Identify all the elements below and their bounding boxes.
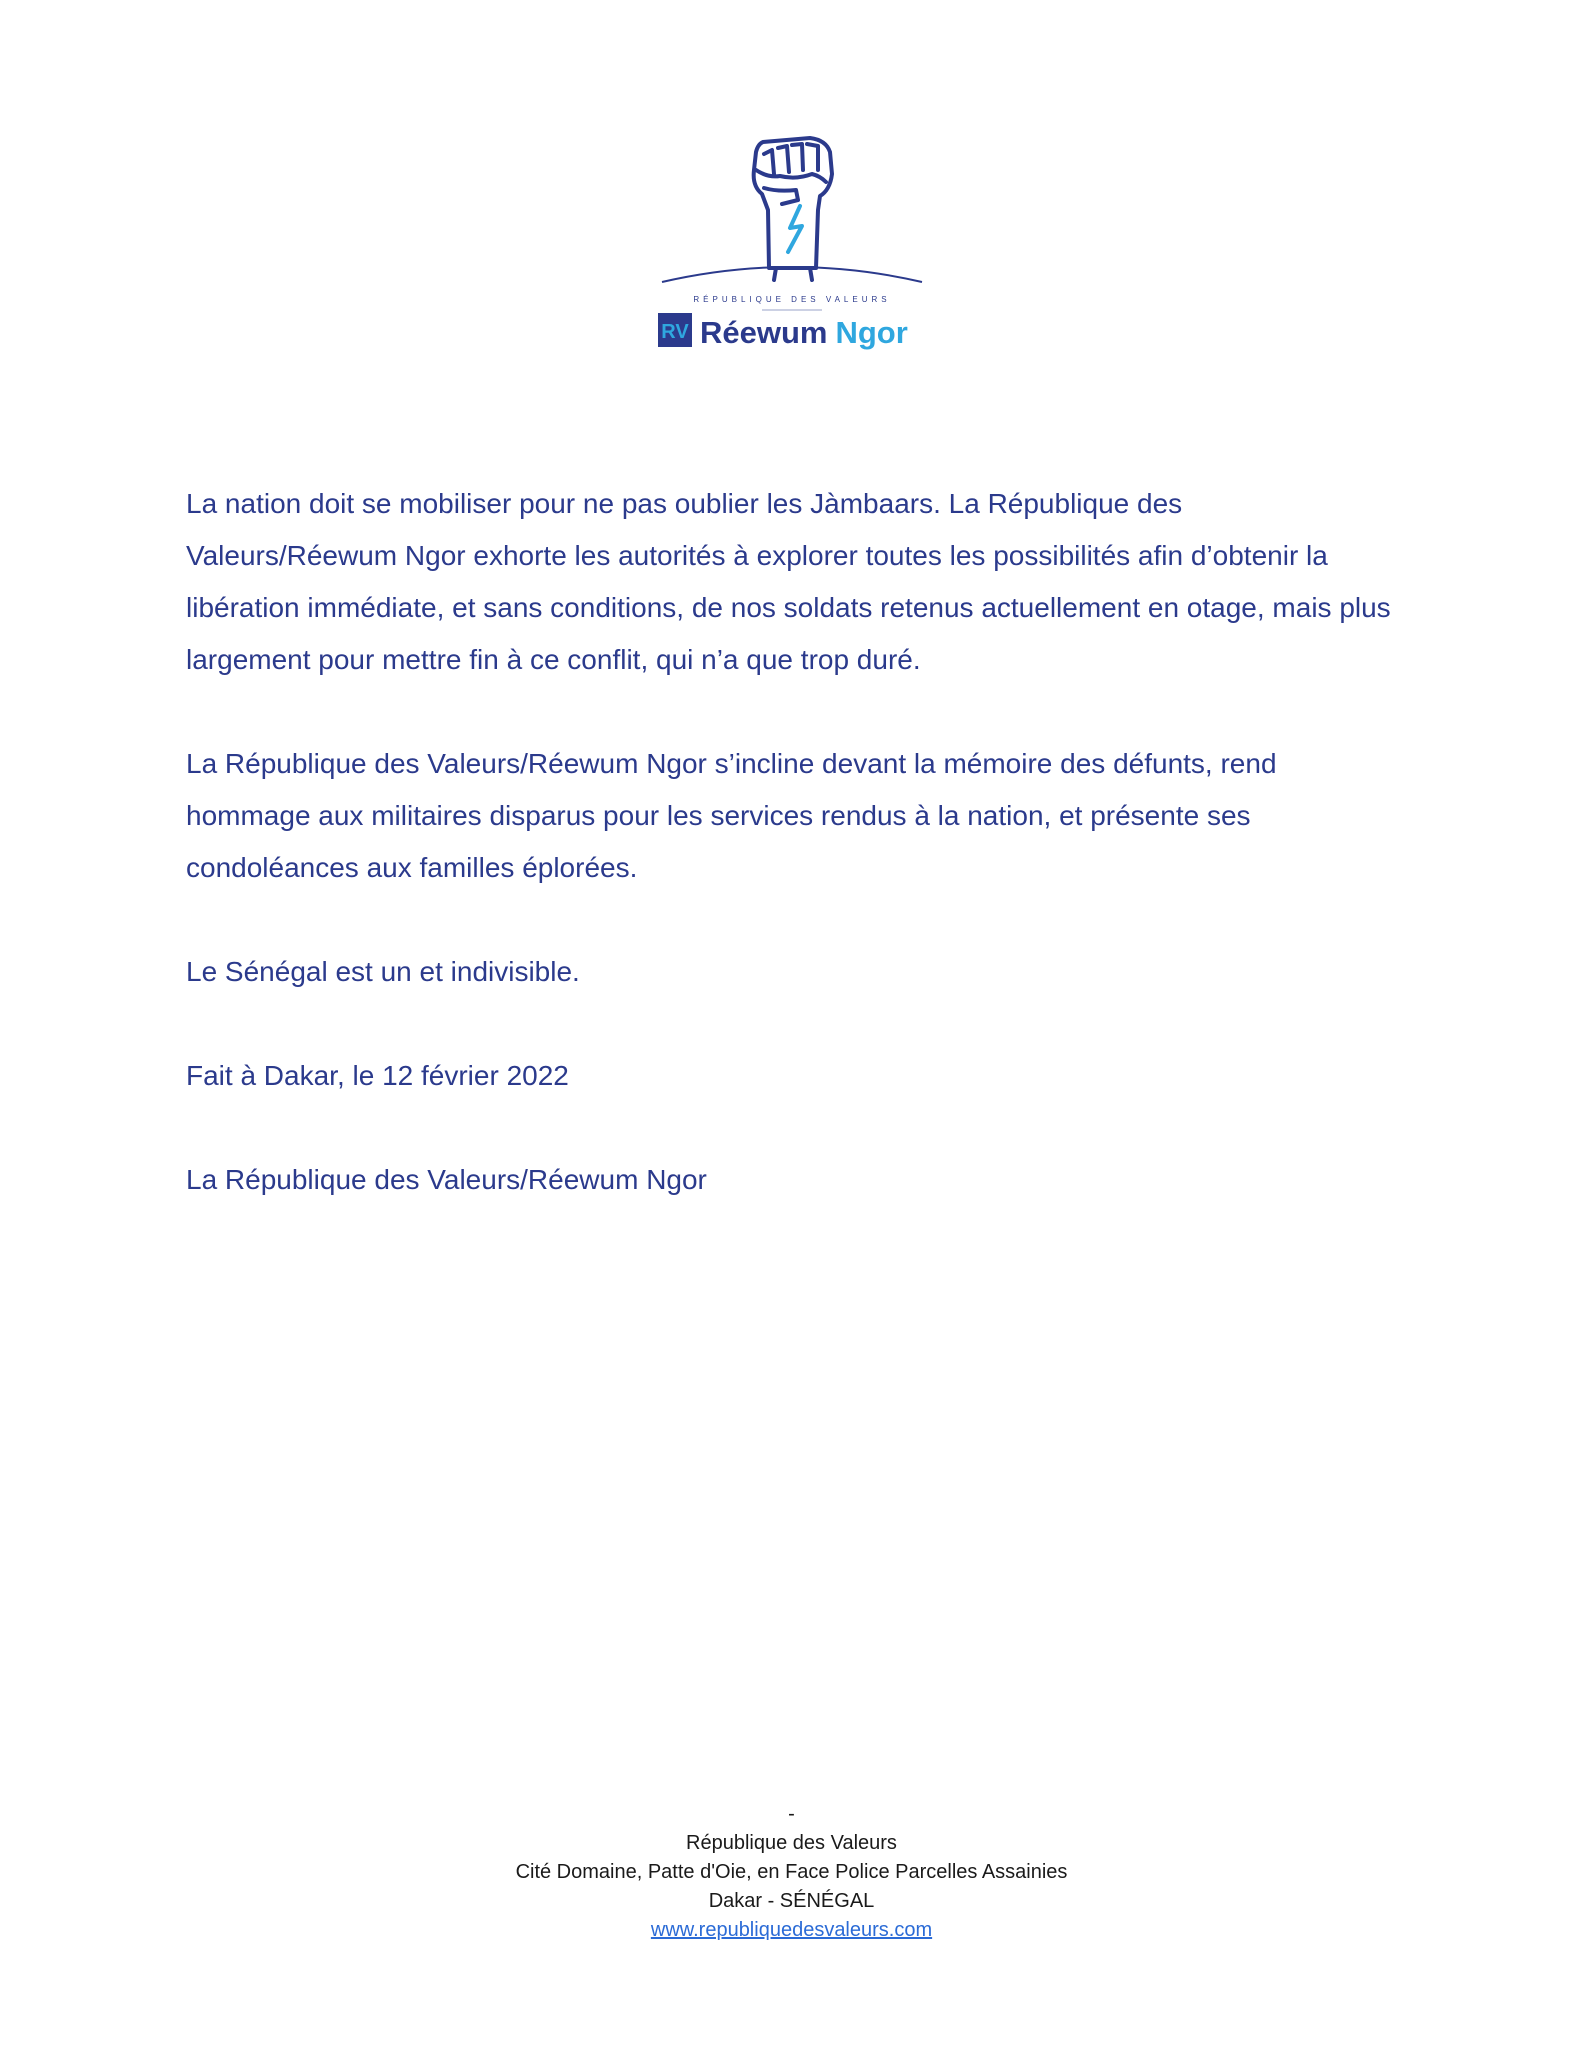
logo-brand	[700, 315, 908, 350]
rv-badge-text: RV	[661, 321, 689, 343]
footer-city: Dakar - SÉNÉGAL	[708, 1890, 875, 1912]
logo-arc-text: RÉPUBLIQUE DES VALEURS	[693, 295, 891, 304]
paragraph-call-to-action: La nation doit se mobiliser pour ne pas oublier les Jàmbaars. La République des Valeurs/Réewum Ngor exhorte les autorités à explorer toutes les possibilités afin d’obtenir la libération immédiate, et sans conditions, de nos soldats retenus actuellement en otage, mais plus largement pour mettre fin à ce conflit, qui n’a que trop duré.	[186, 488, 1391, 675]
page-footer	[0, 1800, 1583, 1945]
footer-website-link[interactable]: www.republiquedesvaleurs.com	[650, 1919, 933, 1941]
logo-brand-word-2: Ngor	[835, 315, 908, 350]
party-logo	[650, 130, 935, 360]
footer-org: République des Valeurs	[686, 1832, 897, 1854]
paragraph-unity: Le Sénégal est un et indivisible.	[186, 956, 580, 987]
footer-dash: -	[788, 1803, 795, 1825]
date-line: Fait à Dakar, le 12 février 2022	[186, 1060, 569, 1091]
footer-address: Cité Domaine, Patte d'Oie, en Face Police Parcelles Assainies	[515, 1861, 1068, 1883]
signature-line: La République des Valeurs/Réewum Ngor	[186, 1164, 707, 1195]
paragraph-tribute: La République des Valeurs/Réewum Ngor s’incline devant la mémoire des défunts, rend hommage aux militaires disparus pour les services rendus à la nation, et présente ses condoléances aux familles éplorées.	[186, 748, 1277, 883]
raised-fist-icon	[754, 138, 832, 280]
document-body	[186, 478, 1401, 1258]
logo-brand-word-1: Réewum	[700, 315, 828, 350]
